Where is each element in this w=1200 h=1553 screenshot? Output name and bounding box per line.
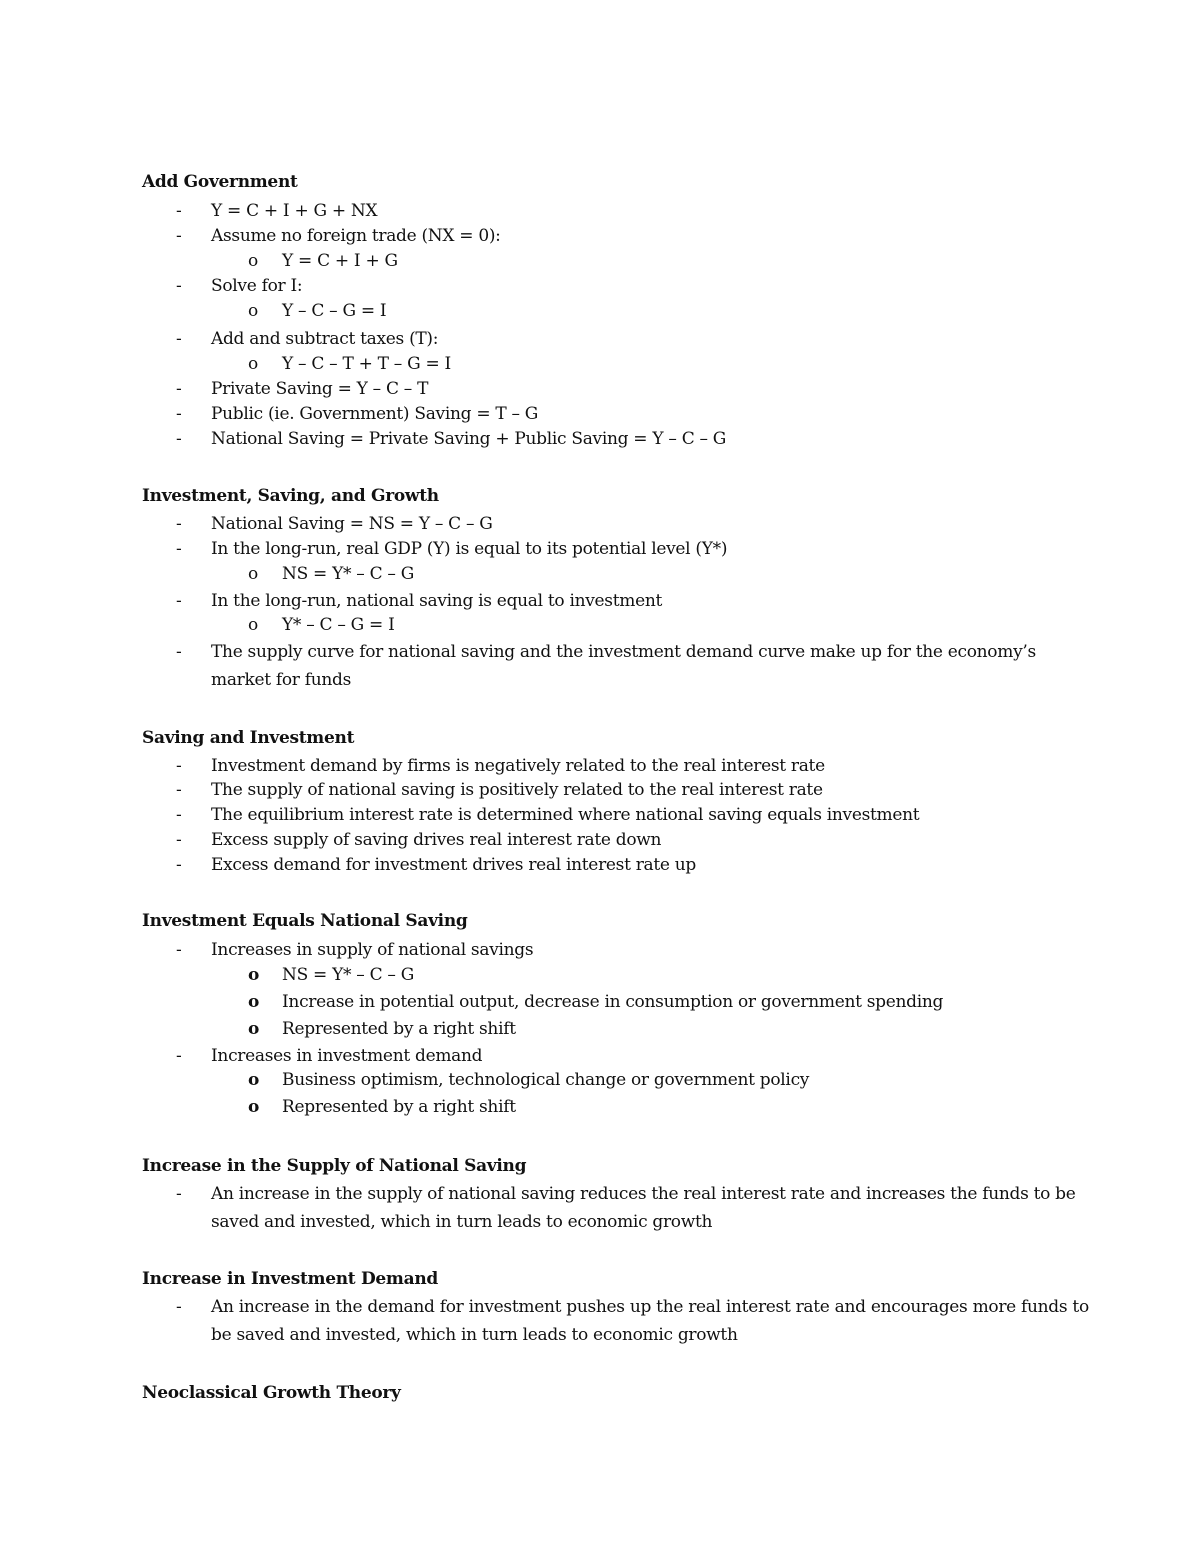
list-bullet-dash: - [176, 591, 182, 611]
list-item: In the long-run, real GDP (Y) is equal to its potential level (Y*) [211, 539, 728, 559]
section-heading-investment-saving-and-growth: Investment, Saving, and Growth [142, 486, 439, 506]
sub-list-item: Y = C + I + G [282, 251, 398, 271]
list-item: Add and subtract taxes (T): [211, 329, 439, 349]
sub-list-item: Y – C – T + T – G = I [282, 354, 451, 374]
list-bullet-dash: - [176, 1046, 182, 1066]
list-item: Increases in supply of national savings [211, 940, 534, 960]
list-item: Y = C + I + G + NX [211, 201, 378, 221]
section-heading-increase-in-investment-demand: Increase in Investment Demand [142, 1269, 438, 1289]
list-bullet-circle: o [248, 1097, 260, 1117]
sub-list-item: Y* – C – G = I [282, 615, 395, 635]
list-item: Private Saving = Y – C – T [211, 379, 429, 399]
list-item: The supply of national saving is positively related to the real interest rate [211, 780, 823, 800]
list-bullet-dash: - [176, 226, 182, 246]
list-bullet-dash: - [176, 429, 182, 449]
list-bullet-circle: o [248, 354, 259, 374]
list-bullet-dash: - [176, 514, 182, 534]
list-bullet-dash: - [176, 329, 182, 349]
list-item: In the long-run, national saving is equal to investment [211, 591, 663, 611]
list-bullet-circle: o [248, 301, 259, 321]
sub-list-item: Y – C – G = I [282, 301, 387, 321]
list-item: Excess demand for investment drives real interest rate up [211, 855, 697, 875]
list-bullet-circle: o [248, 1070, 260, 1090]
list-bullet-circle: o [248, 965, 260, 985]
list-bullet-dash: - [176, 1184, 182, 1204]
list-bullet-dash: - [176, 855, 182, 875]
list-bullet-dash: - [176, 1297, 182, 1317]
section-heading-investment-equals-national-saving: Investment Equals National Saving [142, 911, 468, 931]
list-item: Excess supply of saving drives real interest rate down [211, 830, 662, 850]
list-bullet-dash: - [176, 379, 182, 399]
list-item: An increase in the demand for investment pushes up the real interest rate and encourages more funds to be saved and invested, which in turn leads to economic growth [211, 1297, 1089, 1345]
list-bullet-dash: - [176, 780, 182, 800]
list-bullet-circle: o [248, 992, 260, 1012]
list-bullet-dash: - [176, 404, 182, 424]
sub-list-item: Increase in potential output, decrease in consumption or government spending [282, 992, 944, 1012]
list-bullet-dash: - [176, 539, 182, 559]
list-bullet-dash: - [176, 276, 182, 296]
list-bullet-circle: o [248, 251, 259, 271]
list-bullet-dash: - [176, 201, 182, 221]
sub-list-item: Represented by a right shift [282, 1019, 516, 1039]
section-heading-neoclassical-growth-theory: Neoclassical Growth Theory [142, 1383, 401, 1403]
list-item: Assume no foreign trade (NX = 0): [211, 226, 501, 246]
sub-list-item: Represented by a right shift [282, 1097, 516, 1117]
list-item: Investment demand by firms is negatively related to the real interest rate [211, 756, 825, 776]
list-item: The equilibrium interest rate is determined where national saving equals investment [211, 805, 920, 825]
list-item: Increases in investment demand [211, 1046, 483, 1066]
list-item: National Saving = NS = Y – C – G [211, 514, 493, 534]
list-item: An increase in the supply of national saving reduces the real interest rate and increases the funds to be saved and invested, which in turn leads to economic growth [211, 1184, 1076, 1232]
list-bullet-dash: - [176, 642, 182, 662]
list-bullet-dash: - [176, 940, 182, 960]
sub-list-item: NS = Y* – C – G [282, 564, 414, 584]
list-item: Public (ie. Government) Saving = T – G [211, 404, 539, 424]
list-bullet-circle: o [248, 564, 259, 584]
list-bullet-dash: - [176, 805, 182, 825]
section-heading-saving-and-investment: Saving and Investment [142, 728, 355, 748]
list-item: The supply curve for national saving and the investment demand curve make up for the economy’s market for funds [211, 642, 1036, 690]
list-item: National Saving = Private Saving + Public Saving = Y – C – G [211, 429, 727, 449]
list-bullet-circle: o [248, 1019, 260, 1039]
section-heading-increase-in-the-supply-of-national-saving: Increase in the Supply of National Saving [142, 1156, 527, 1176]
sub-list-item: Business optimism, technological change or government policy [282, 1070, 810, 1090]
sub-list-item: NS = Y* – C – G [282, 965, 414, 985]
section-heading-add-government: Add Government [142, 172, 298, 192]
list-bullet-circle: o [248, 615, 259, 635]
list-item: Solve for I: [211, 276, 303, 296]
list-bullet-dash: - [176, 756, 182, 776]
list-bullet-dash: - [176, 830, 182, 850]
